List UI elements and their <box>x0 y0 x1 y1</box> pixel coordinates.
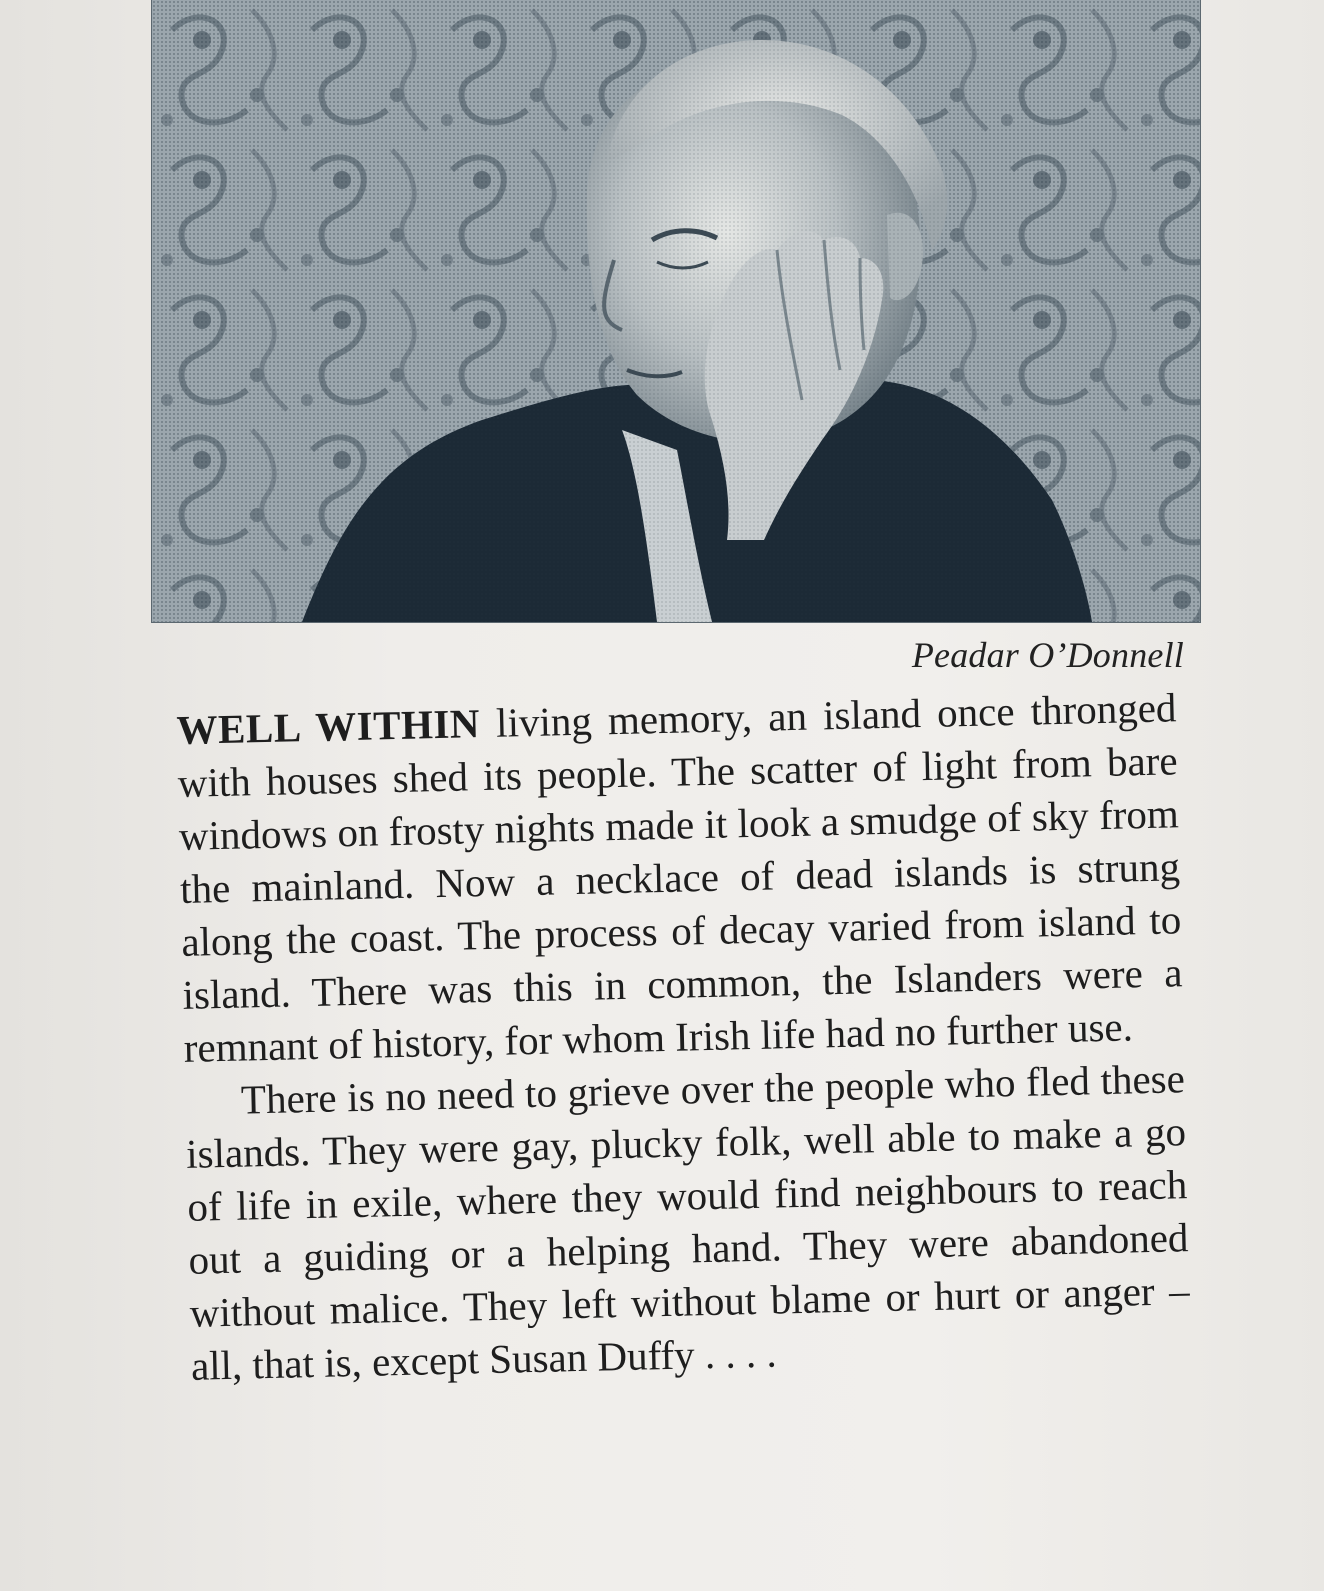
paragraph-1 <box>176 681 1184 1075</box>
portrait-photo-illustration <box>152 0 1200 622</box>
paragraph-1-text: living memory, an island once thronged with houses shed its people. The scatter of light from bare windows on frosty nights made it look a smudge of sky from the mainland. Now a necklace of dead islands is strung along the coast. The process of decay varied from island to island. There was this in common, the Islanders were a remnant of history, for whom Irish life had no further use. <box>177 684 1183 1071</box>
paragraph-2: There is no need to grieve over the people who fled these islands. They were gay, plucky folk, well able to make a go of life in exile, where they would find neighbours to reach out a guiding or a helping hand. They were abandoned without malice. They left without blame or hurt or anger – all, that is, except Susan Duffy . . . . <box>185 1055 1191 1389</box>
lead-in: WELL WITHIN <box>176 700 481 753</box>
photo-caption: Peadar O’Donnell <box>911 635 1184 675</box>
article-text <box>176 681 1191 1393</box>
portrait-photo <box>152 0 1200 622</box>
